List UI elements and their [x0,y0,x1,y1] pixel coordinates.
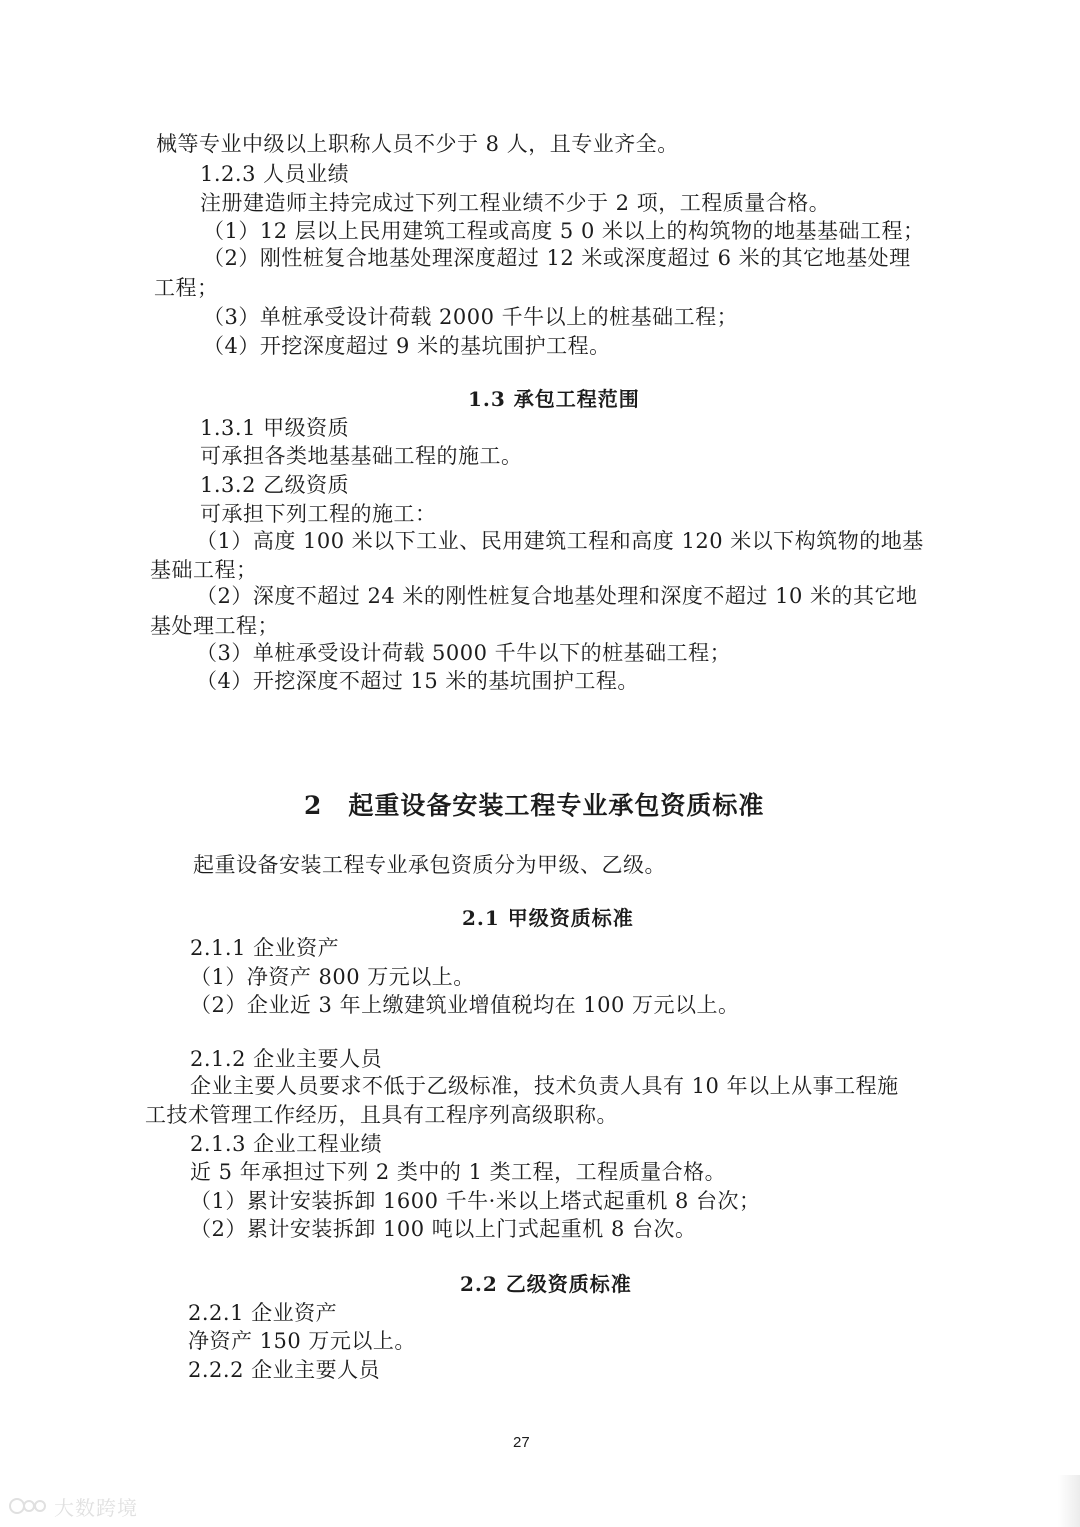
list-item: （1）12 层以上民用建筑工程或高度 5 0 米以上的构筑物的地基基础工程； [203,219,925,243]
list-item: （1）净资产 800 万元以上。 [190,965,475,989]
text-line: 起重设备安装工程专业承包资质分为甲级、乙级。 [193,853,666,877]
text-line: 工程； [154,276,219,300]
list-item: （1）高度 100 米以下工业、民用建筑工程和高度 120 米以下构筑物的地基 [196,529,924,553]
list-item: （3）单桩承受设计荷载 2000 千牛以上的桩基础工程； [203,305,739,329]
text-line: 注册建造师主持完成过下列工程业绩不少于 2 项，工程质量合格。 [200,191,831,215]
list-item: （4）开挖深度不超过 15 米的基坑围护工程。 [196,669,639,693]
watermark [8,1493,138,1519]
list-item: （2）深度不超过 24 米的刚性桩复合地基处理和深度不超过 10 米的其它地 [196,584,918,608]
section-heading-1-3-1: 1.3.1 甲级资质 [200,416,350,440]
section-heading-2-1: 2.1 甲级资质标准 [462,906,634,930]
section-heading-2-2-2: 2.2.2 企业主要人员 [188,1358,381,1382]
text-line: 基处理工程； [150,614,279,638]
text-line: 净资产 150 万元以上。 [188,1329,416,1353]
section-heading-2-2: 2.2 乙级资质标准 [460,1272,632,1296]
watermark-text: 大数跨境 [54,1495,138,1520]
list-item: （1）累计安装拆卸 1600 千牛·米以上塔式起重机 8 台次； [190,1189,761,1213]
page-number: 27 [513,1434,530,1451]
text-line: 可承担各类地基基础工程的施工。 [200,444,523,468]
section-heading-1-3: 1.3 承包工程范围 [468,387,640,411]
text-line: 械等专业中级以上职称人员不少于 8 人，且专业齐全。 [156,132,679,156]
list-item: （2）刚性桩复合地基处理深度超过 12 米或深度超过 6 米的其它地基处理 [203,246,911,270]
section-heading-1-2-3: 1.2.3 人员业绩 [200,162,350,186]
watermark-logo-icon [8,1495,50,1517]
list-item: （4）开挖深度超过 9 米的基坑围护工程。 [203,334,611,358]
list-item: （2）累计安装拆卸 100 吨以上门式起重机 8 台次。 [190,1217,697,1241]
section-heading-2-2-1: 2.2.1 企业资产 [188,1301,338,1325]
page-edge-shadow [1058,1475,1080,1527]
text-line: 企业主要人员要求不低于乙级标准，技术负责人具有 10 年以上从事工程施 [190,1074,899,1098]
list-item: （2）企业近 3 年上缴建筑业增值税均在 100 万元以上。 [190,993,740,1017]
section-heading-1-3-2: 1.3.2 乙级资质 [200,473,350,497]
text-line: 近 5 年承担过下列 2 类中的 1 类工程，工程质量合格。 [190,1160,727,1184]
text-line: 工技术管理工作经历，且具有工程序列高级职称。 [145,1103,618,1127]
text-line: 基础工程； [150,558,258,582]
list-item: （3）单桩承受设计荷载 5000 千牛以下的桩基础工程； [196,641,732,665]
section-heading-2-1-3: 2.1.3 企业工程业绩 [190,1132,383,1156]
text-line: 可承担下列工程的施工： [200,502,437,526]
chapter-heading-2: 2 起重设备安装工程专业承包资质标准 [304,791,765,820]
section-heading-2-1-1: 2.1.1 企业资产 [190,936,340,960]
section-heading-2-1-2: 2.1.2 企业主要人员 [190,1047,383,1071]
